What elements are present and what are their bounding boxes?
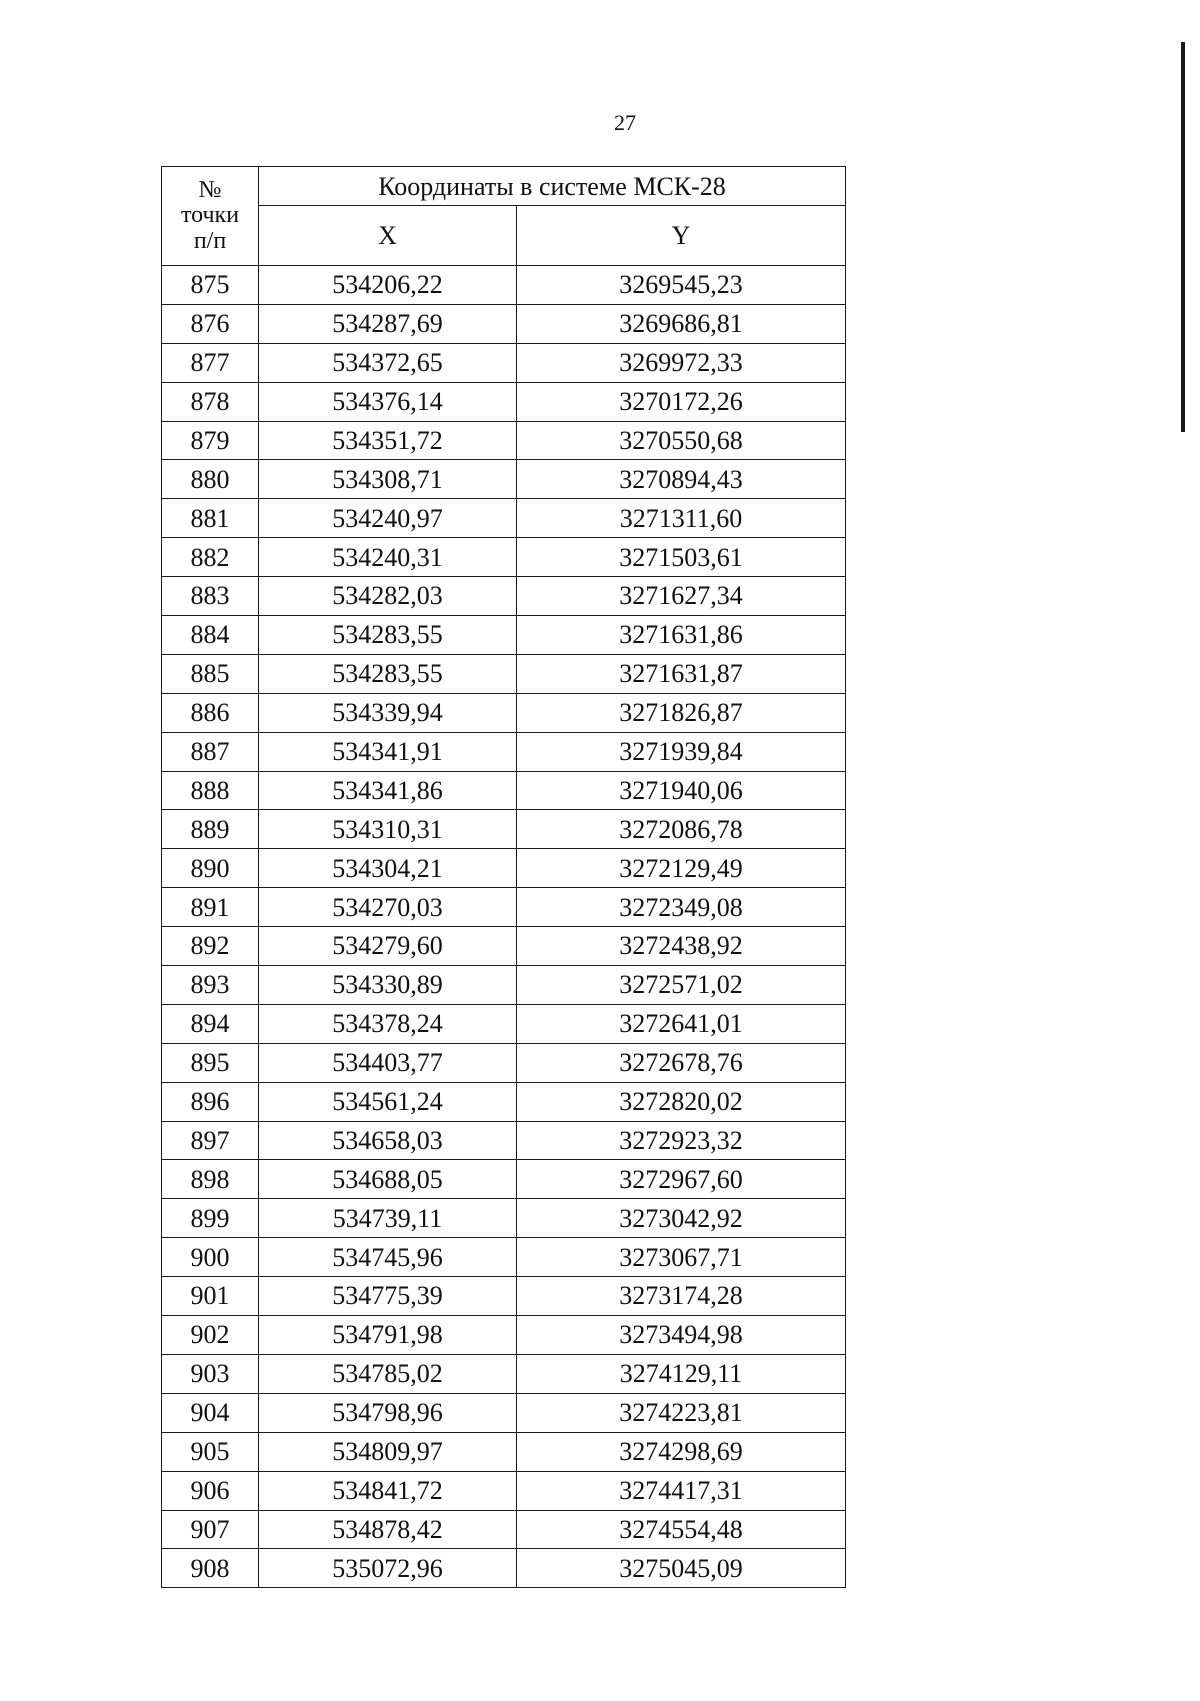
point-number-cell: 898 <box>162 1160 259 1199</box>
y-coordinate-cell: 3272086,78 <box>517 810 846 849</box>
table-header <box>162 167 846 266</box>
scan-edge-line <box>1181 42 1185 432</box>
table-row <box>162 304 846 343</box>
x-coordinate-cell: 534287,69 <box>259 304 517 343</box>
y-coordinate-cell: 3271631,86 <box>517 616 846 655</box>
table-row <box>162 693 846 732</box>
y-coordinate-cell: 3272678,76 <box>517 1043 846 1082</box>
y-coordinate-cell: 3271311,60 <box>517 499 846 538</box>
x-coordinate-cell: 534372,65 <box>259 343 517 382</box>
point-number-cell: 891 <box>162 888 259 927</box>
point-number-cell: 895 <box>162 1043 259 1082</box>
table-row <box>162 1082 846 1121</box>
x-coordinate-cell: 534283,55 <box>259 654 517 693</box>
table-row <box>162 499 846 538</box>
point-number-cell: 875 <box>162 266 259 305</box>
table-row <box>162 810 846 849</box>
x-coordinate-cell: 534798,96 <box>259 1393 517 1432</box>
table-row <box>162 732 846 771</box>
table-row <box>162 927 846 966</box>
table-row <box>162 1393 846 1432</box>
y-coordinate-cell: 3274129,11 <box>517 1354 846 1393</box>
table-row <box>162 266 846 305</box>
y-coordinate-cell: 3271503,61 <box>517 538 846 577</box>
table-row <box>162 1432 846 1471</box>
point-number-cell: 901 <box>162 1277 259 1316</box>
point-number-cell: 906 <box>162 1471 259 1510</box>
point-number-cell: 884 <box>162 616 259 655</box>
table-row <box>162 1510 846 1549</box>
y-coordinate-cell: 3270172,26 <box>517 382 846 421</box>
point-number-cell: 904 <box>162 1393 259 1432</box>
point-number-cell: 897 <box>162 1121 259 1160</box>
table-row <box>162 888 846 927</box>
table-row <box>162 421 846 460</box>
point-number-cell: 896 <box>162 1082 259 1121</box>
point-number-cell: 877 <box>162 343 259 382</box>
table-row <box>162 1238 846 1277</box>
x-coordinate-cell: 534745,96 <box>259 1238 517 1277</box>
table-row <box>162 1471 846 1510</box>
table-row <box>162 771 846 810</box>
point-number-cell: 893 <box>162 966 259 1005</box>
table-row <box>162 538 846 577</box>
table-row <box>162 1160 846 1199</box>
y-coordinate-cell: 3272641,01 <box>517 1004 846 1043</box>
point-number-cell: 903 <box>162 1354 259 1393</box>
x-coordinate-cell: 534304,21 <box>259 849 517 888</box>
point-number-cell: 908 <box>162 1549 259 1588</box>
x-coordinate-cell: 534378,24 <box>259 1004 517 1043</box>
table-row <box>162 1549 846 1588</box>
y-coordinate-cell: 3272820,02 <box>517 1082 846 1121</box>
y-coordinate-cell: 3275045,09 <box>517 1549 846 1588</box>
table-row <box>162 966 846 1005</box>
y-coordinate-cell: 3273042,92 <box>517 1199 846 1238</box>
point-number-cell: 878 <box>162 382 259 421</box>
point-number-header-line-1: № <box>198 177 222 204</box>
point-number-cell: 907 <box>162 1510 259 1549</box>
y-column-header: Y <box>517 206 846 266</box>
y-coordinate-cell: 3269545,23 <box>517 266 846 305</box>
y-coordinate-cell: 3270894,43 <box>517 460 846 499</box>
y-coordinate-cell: 3273067,71 <box>517 1238 846 1277</box>
y-coordinate-cell: 3272438,92 <box>517 927 846 966</box>
table-row <box>162 1043 846 1082</box>
x-coordinate-cell: 534206,22 <box>259 266 517 305</box>
x-coordinate-cell: 534878,42 <box>259 1510 517 1549</box>
table-row <box>162 1199 846 1238</box>
point-number-cell: 890 <box>162 849 259 888</box>
y-coordinate-cell: 3269686,81 <box>517 304 846 343</box>
y-coordinate-cell: 3270550,68 <box>517 421 846 460</box>
y-coordinate-cell: 3271826,87 <box>517 693 846 732</box>
point-number-cell: 887 <box>162 732 259 771</box>
x-coordinate-cell: 534809,97 <box>259 1432 517 1471</box>
x-coordinate-cell: 534403,77 <box>259 1043 517 1082</box>
x-coordinate-cell: 534282,03 <box>259 577 517 616</box>
point-number-cell: 889 <box>162 810 259 849</box>
point-number-header-line-3: п/п <box>193 227 227 254</box>
point-number-cell: 892 <box>162 927 259 966</box>
x-coordinate-cell: 534785,02 <box>259 1354 517 1393</box>
x-coordinate-cell: 534308,71 <box>259 460 517 499</box>
x-coordinate-cell: 534330,89 <box>259 966 517 1005</box>
point-number-cell: 899 <box>162 1199 259 1238</box>
y-coordinate-cell: 3271939,84 <box>517 732 846 771</box>
x-coordinate-cell: 534775,39 <box>259 1277 517 1316</box>
table-row <box>162 1316 846 1355</box>
y-coordinate-cell: 3271940,06 <box>517 771 846 810</box>
y-coordinate-cell: 3273494,98 <box>517 1316 846 1355</box>
x-coordinate-cell: 534376,14 <box>259 382 517 421</box>
coordinates-group-header: Координаты в системе МСК-28 <box>259 167 846 206</box>
point-number-cell: 876 <box>162 304 259 343</box>
x-coordinate-cell: 534658,03 <box>259 1121 517 1160</box>
x-coordinate-cell: 534341,86 <box>259 771 517 810</box>
x-coordinate-cell: 534279,60 <box>259 927 517 966</box>
y-coordinate-cell: 3271631,87 <box>517 654 846 693</box>
table-row <box>162 460 846 499</box>
y-coordinate-cell: 3269972,33 <box>517 343 846 382</box>
x-column-header: X <box>259 206 517 266</box>
table-row <box>162 1121 846 1160</box>
x-coordinate-cell: 534561,24 <box>259 1082 517 1121</box>
y-coordinate-cell: 3274554,48 <box>517 1510 846 1549</box>
point-number-cell: 894 <box>162 1004 259 1043</box>
y-coordinate-cell: 3274298,69 <box>517 1432 846 1471</box>
table-row <box>162 1354 846 1393</box>
point-number-cell: 886 <box>162 693 259 732</box>
point-number-cell: 902 <box>162 1316 259 1355</box>
x-coordinate-cell: 534240,31 <box>259 538 517 577</box>
point-number-cell: 905 <box>162 1432 259 1471</box>
y-coordinate-cell: 3272349,08 <box>517 888 846 927</box>
y-coordinate-cell: 3274223,81 <box>517 1393 846 1432</box>
y-coordinate-cell: 3272923,32 <box>517 1121 846 1160</box>
table-row <box>162 343 846 382</box>
x-coordinate-cell: 535072,96 <box>259 1549 517 1588</box>
x-coordinate-cell: 534283,55 <box>259 616 517 655</box>
point-number-cell: 879 <box>162 421 259 460</box>
table-body <box>162 266 846 1588</box>
point-number-cell: 883 <box>162 577 259 616</box>
x-coordinate-cell: 534339,94 <box>259 693 517 732</box>
x-coordinate-cell: 534688,05 <box>259 1160 517 1199</box>
x-coordinate-cell: 534791,98 <box>259 1316 517 1355</box>
x-coordinate-cell: 534351,72 <box>259 421 517 460</box>
table-row <box>162 577 846 616</box>
x-coordinate-cell: 534739,11 <box>259 1199 517 1238</box>
point-number-header-line-2: точки <box>180 202 240 229</box>
table-row <box>162 616 846 655</box>
y-coordinate-cell: 3274417,31 <box>517 1471 846 1510</box>
point-number-header <box>162 167 259 266</box>
point-number-cell: 881 <box>162 499 259 538</box>
table-row <box>162 1277 846 1316</box>
x-coordinate-cell: 534270,03 <box>259 888 517 927</box>
y-coordinate-cell: 3271627,34 <box>517 577 846 616</box>
y-coordinate-cell: 3272571,02 <box>517 966 846 1005</box>
coordinates-table <box>161 166 846 1588</box>
x-coordinate-cell: 534341,91 <box>259 732 517 771</box>
point-number-cell: 882 <box>162 538 259 577</box>
table-row <box>162 654 846 693</box>
y-coordinate-cell: 3272129,49 <box>517 849 846 888</box>
x-coordinate-cell: 534841,72 <box>259 1471 517 1510</box>
x-coordinate-cell: 534310,31 <box>259 810 517 849</box>
table-row <box>162 382 846 421</box>
table-row <box>162 1004 846 1043</box>
point-number-cell: 888 <box>162 771 259 810</box>
point-number-cell: 885 <box>162 654 259 693</box>
x-coordinate-cell: 534240,97 <box>259 499 517 538</box>
y-coordinate-cell: 3273174,28 <box>517 1277 846 1316</box>
page-number: 27 <box>614 110 636 135</box>
y-coordinate-cell: 3272967,60 <box>517 1160 846 1199</box>
point-number-cell: 900 <box>162 1238 259 1277</box>
table-row <box>162 849 846 888</box>
point-number-cell: 880 <box>162 460 259 499</box>
